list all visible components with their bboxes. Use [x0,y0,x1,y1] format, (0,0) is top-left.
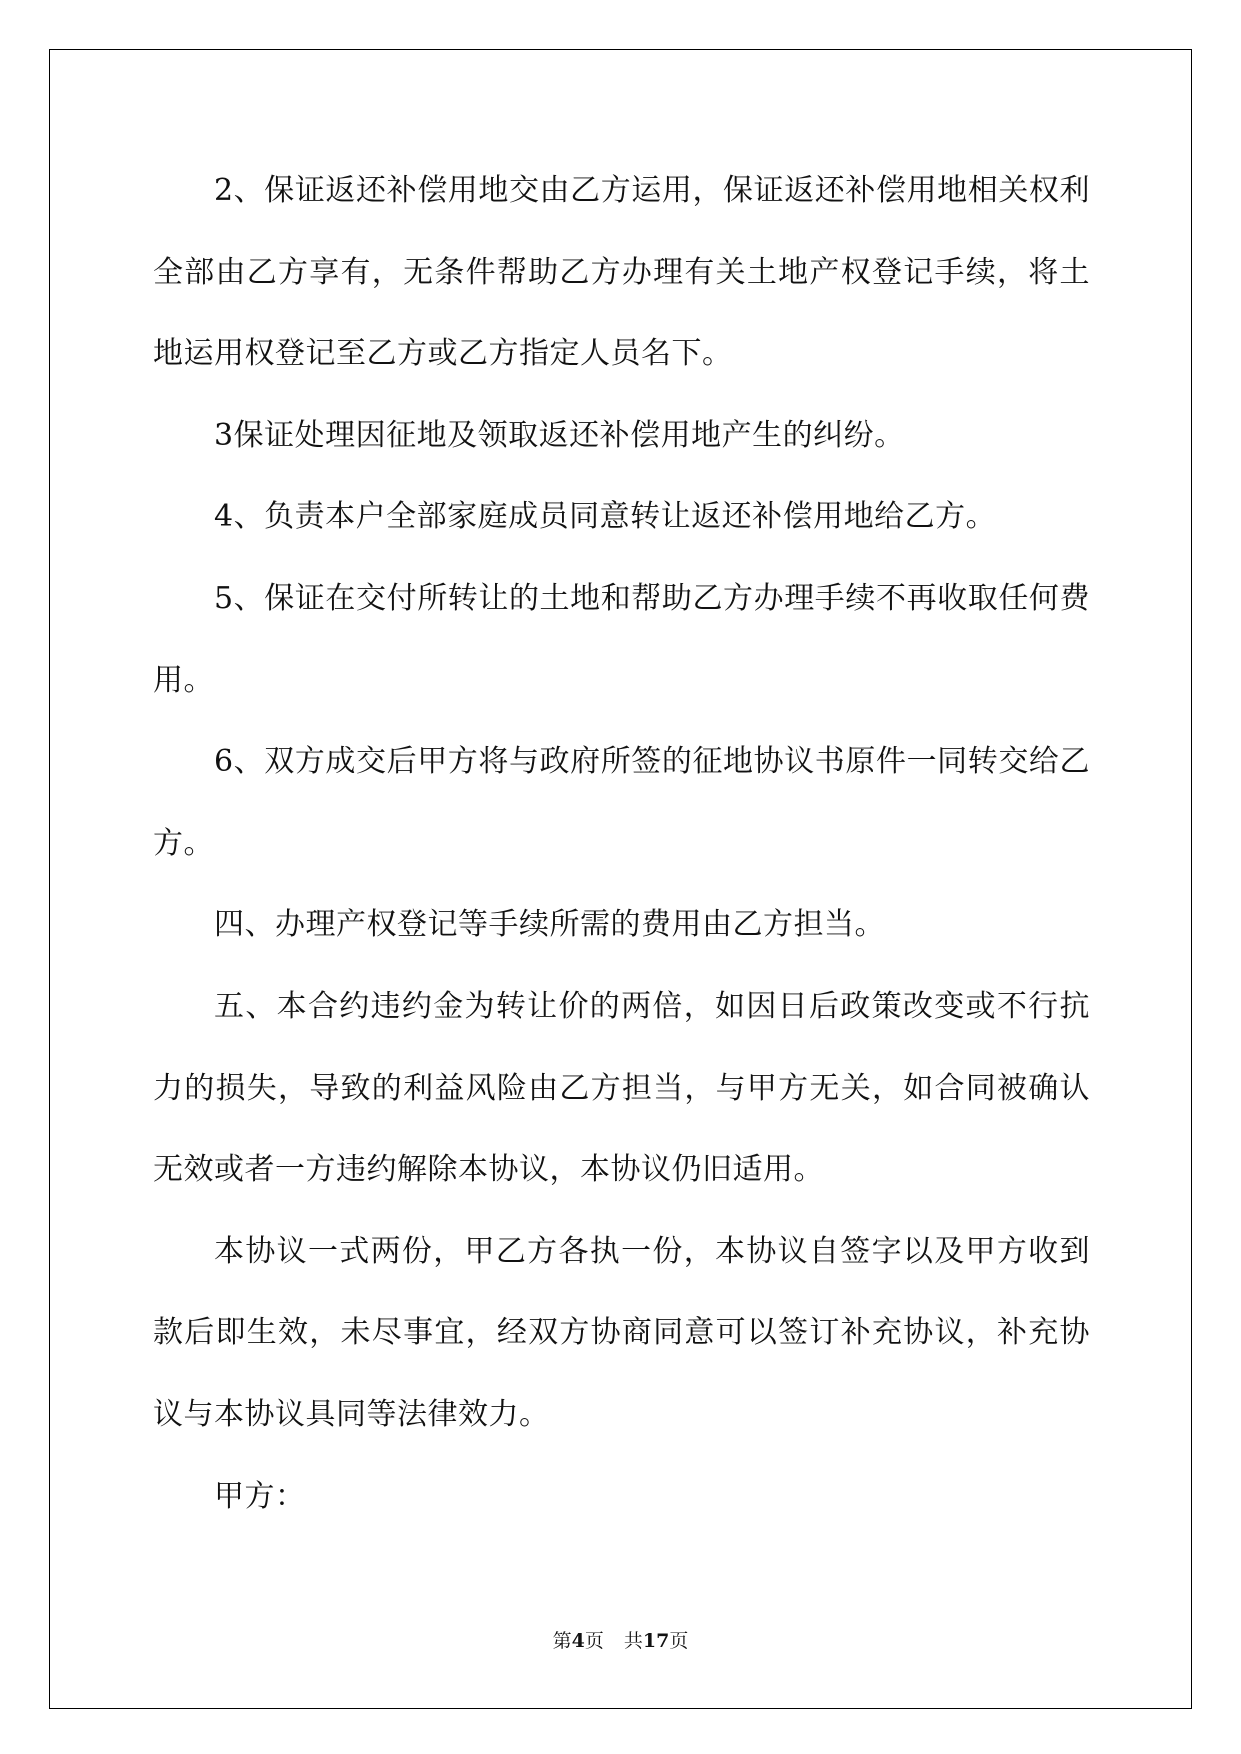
text-line: 甲方： [214,1478,306,1514]
text-line: 地运用权登记至乙方或乙方指定人员名下。 [153,336,733,372]
total-suffix: 页 [669,1630,689,1652]
text-line: 2、保证返还补偿用地交由乙方运用，保证返还补偿用地相关权利 [214,173,1090,208]
text-line: 款后即生效，未尽事宜，经双方协商同意可以签订补充协议，补充协 [153,1315,1090,1351]
text-line: 议与本协议具同等法律效力。 [153,1396,550,1432]
clause-6-paragraph [153,721,1090,884]
text-line: 5、保证在交付所转让的土地和帮助乙方办理手续不再收取任何费 [214,580,1090,616]
clause-4-paragraph [153,476,1090,558]
current-page-indicator [553,1630,604,1652]
agreement-copies-paragraph [153,1211,1090,1456]
page-prefix: 第 [552,1630,572,1652]
total-pages-indicator [624,1630,688,1652]
section-five-paragraph [153,966,1090,1211]
total-prefix: 共 [623,1630,643,1652]
text-line: 力的损失，导致的利益风险由乙方担当，与甲方无关，如合同被确认 [153,1070,1090,1106]
page-footer [0,1629,1241,1653]
page-suffix: 页 [584,1630,604,1652]
section-four-paragraph [153,884,1090,966]
text-line: 四、办理产权登记等手续所需的费用由乙方担当。 [214,907,885,943]
text-line: 本协议一式两份，甲乙方各执一份，本协议自签字以及甲方收到 [214,1233,1090,1269]
text-line: 用。 [153,662,214,698]
text-line: 全部由乙方享有，无条件帮助乙方办理有关土地产权登记手续，将土 [153,254,1090,290]
text-line: 五、本合约违约金为转让价的两倍，如因日后政策改变或不行抗 [214,988,1090,1024]
text-line: 4、负责本户全部家庭成员同意转让返还补偿用地给乙方。 [214,499,997,535]
party-a-signature-label [153,1456,1090,1538]
text-line: 无效或者一方违约解除本协议，本协议仍旧适用。 [153,1152,824,1188]
text-line: 3保证处理因征地及领取返还补偿用地产生的纠纷。 [214,417,905,453]
current-page-number: 4 [571,1630,585,1652]
text-line: 方。 [153,825,214,861]
contract-body [153,150,1090,1537]
clause-5-paragraph [153,558,1090,721]
text-line: 6、双方成交后甲方将与政府所签的征地协议书原件一同转交给乙 [214,744,1090,780]
clause-3-paragraph [153,395,1090,477]
clause-2-paragraph [153,150,1090,395]
total-pages-number: 17 [642,1630,670,1652]
